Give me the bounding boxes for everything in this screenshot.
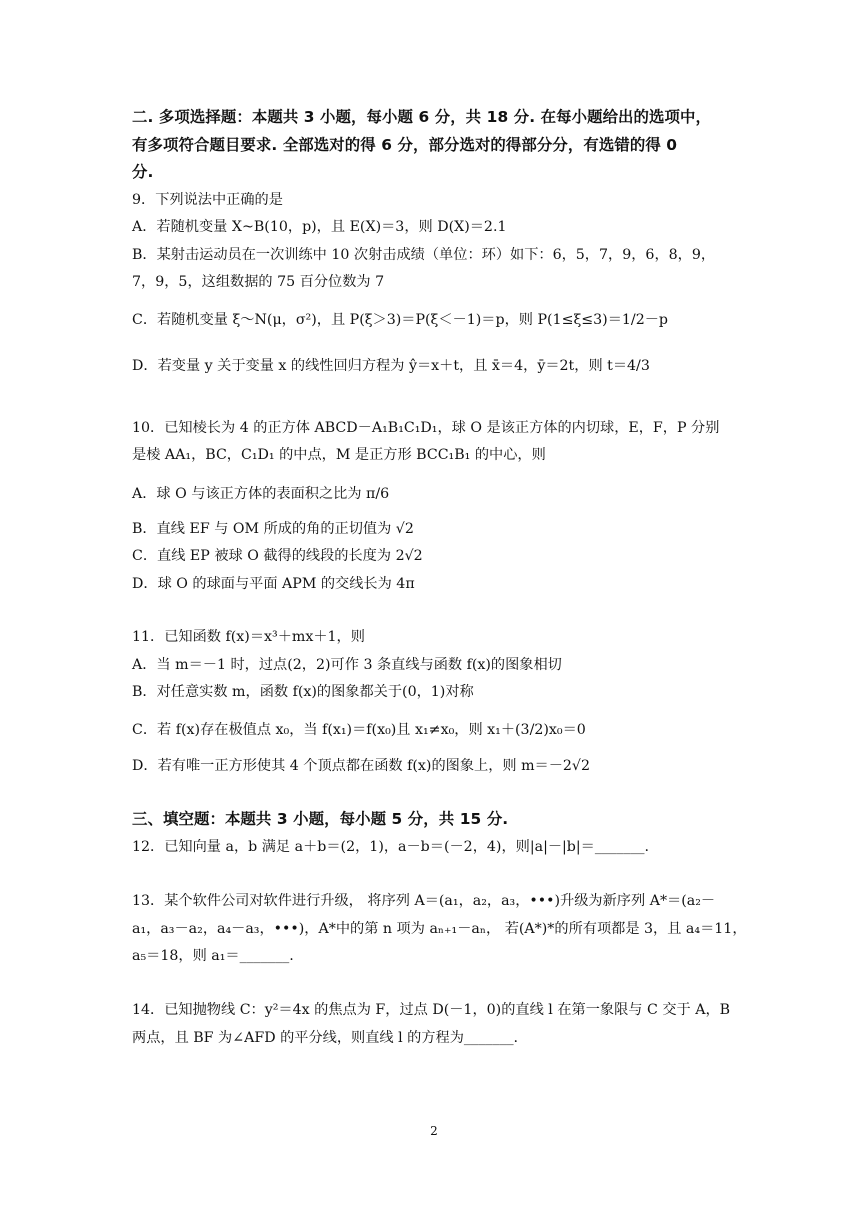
q9-option-a: A．若随机变量 X~B(10，p)，且 E(X)＝3，则 D(X)＝2.1 [132, 219, 507, 235]
q10-option-a: A．球 O 与该正方体的表面积之比为 π/6 [132, 486, 390, 502]
q13-line3: a₅＝18，则 a₁＝_______. [132, 948, 294, 964]
q13-line2: a₁，a₃－a₂，a₄－a₃，•••)，A*中的第 n 项为 aₙ₊₁－aₙ， 若(A*)*的所有项都是 3，且 a₄＝11， [132, 921, 747, 937]
section2-heading-line1: 二. 多项选择题：本题共 3 小题，每小题 6 分，共 18 分. 在每小题给出的选项中， [132, 108, 712, 126]
q9-option-b-line2: 7，9，5，这组数据的 75 百分位数为 7 [132, 274, 385, 290]
q11-option-c: C．若 f(x)存在极值点 x₀，当 f(x₁)＝f(x₀)且 x₁≠x₀，则 x₁＋(3/2)x₀＝0 [132, 722, 586, 738]
q10-option-c: C．直线 EP 被球 O 截得的线段的长度为 2√2 [132, 548, 423, 564]
q13-line1: 13．某个软件公司对软件进行升级， 将序列 A＝(a₁，a₂，a₃，•••)升级为新序列 A*＝(a₂－ [132, 893, 716, 909]
section3-heading: 三、填空题：本题共 3 小题，每小题 5 分，共 15 分. [132, 810, 509, 828]
q11-option-a: A．当 m＝－1 时，过点(2，2)可作 3 条直线与函数 f(x)的图象相切 [132, 657, 562, 673]
q12-text: 12．已知向量 a，b 满足 a＋b＝(2，1)，a－b＝(－2，4)，则|a|－|b|＝_______. [132, 839, 650, 855]
page-number: 2 [430, 1124, 438, 1138]
q10-option-d: D．球 O 的球面与平面 APM 的交线长为 4π [132, 576, 415, 592]
q10-stem-line1: 10．已知棱长为 4 的正方体 ABCD－A₁B₁C₁D₁，球 O 是该正方体的内切球，E，F，P 分别 [132, 420, 720, 436]
q14-line1: 14．已知抛物线 C：y²＝4x 的焦点为 F，过点 D(－1，0)的直线 l 在第一象限与 C 交于 A，B [132, 1002, 731, 1018]
q9-option-c: C．若随机变量 ξ～N(μ，σ²)，且 P(ξ＞3)＝P(ξ＜－1)＝p，则 P(1≤ξ≤3)＝1/2－p [132, 312, 669, 328]
q11-stem: 11．已知函数 f(x)＝x³＋mx＋1，则 [132, 629, 365, 645]
q11-option-d: D．若有唯一正方形使其 4 个顶点都在函数 f(x)的图象上，则 m＝－2√2 [132, 758, 590, 774]
q11-option-b: B．对任意实数 m，函数 f(x)的图象都关于(0，1)对称 [132, 684, 474, 700]
q10-option-b: B．直线 EF 与 OM 所成的角的正切值为 √2 [132, 521, 414, 537]
section2-heading-line2: 有多项符合题目要求. 全部选对的得 6 分，部分选对的得部分分，有选错的得 0 [132, 136, 678, 154]
q9-option-b-line1: B．某射击运动员在一次训练中 10 次射击成绩（单位：环）如下：6，5，7，9，6，8，9， [132, 247, 716, 263]
q14-line2: 两点，且 BF 为∠AFD 的平分线，则直线 l 的方程为_______. [132, 1030, 519, 1046]
q9-stem: 9．下列说法中正确的是 [132, 192, 283, 208]
q10-stem-line2: 是棱 AA₁，BC，C₁D₁ 的中点，M 是正方形 BCC₁B₁ 的中心，则 [132, 447, 546, 463]
section2-heading-line3: 分. [132, 163, 154, 181]
q9-option-d: D．若变量 y 关于变量 x 的线性回归方程为 ŷ＝x＋t，且 x̄＝4，ȳ＝2t，则 t＝4/3 [132, 358, 650, 374]
